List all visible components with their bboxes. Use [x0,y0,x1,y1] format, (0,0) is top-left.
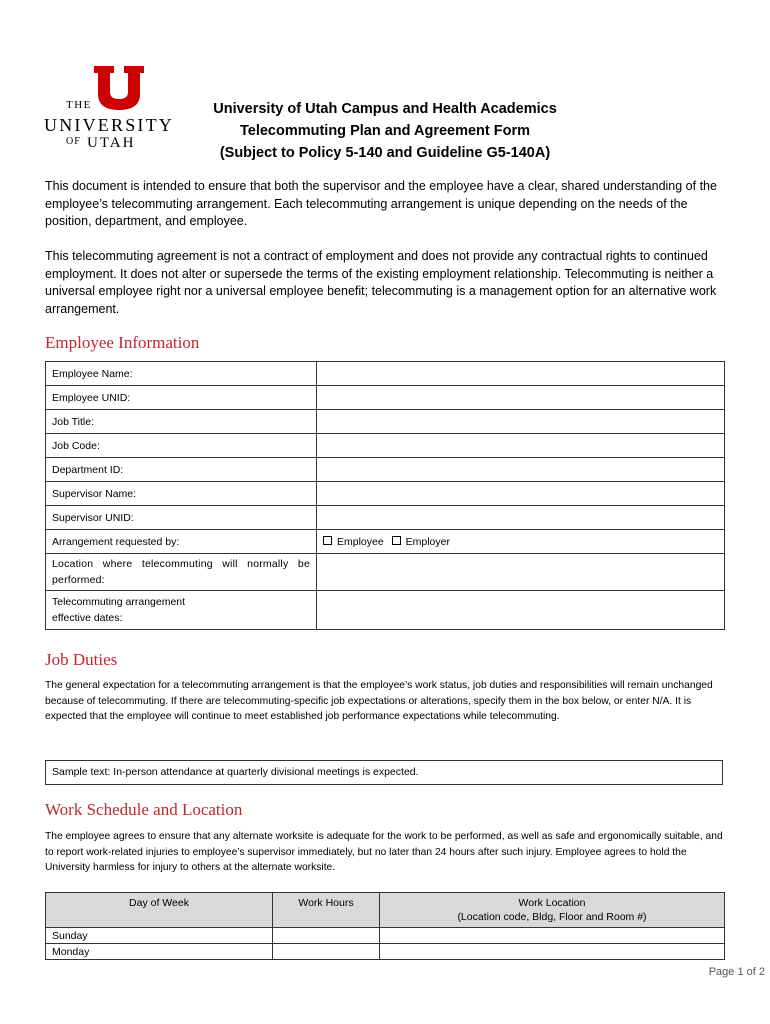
table-row [46,362,725,386]
work-schedule-heading: Work Schedule and Location [45,800,243,819]
page-number: Page 1 of 2 [708,966,765,978]
supervisor-name-field[interactable] [317,482,725,506]
effective-dates-label: Telecommuting arrangement effective dates: [46,591,317,630]
job-duties-heading: Job Duties [45,650,118,669]
hours-column-header: Work Hours [273,893,380,928]
title-line-1: University of Utah Campus and Health Academics [213,101,557,117]
location-label: Location where telecommuting will normally be performed: [46,554,317,591]
intro-paragraph-1: This document is intended to ensure that both the supervisor and the employee have a clear, shared understanding of the employee’s telecommuting arrangement. Each telecommuting arrangement is unique depending on the needs of the position, department, and employee. [45,179,717,228]
table-row [46,530,725,554]
job-title-label: Job Title: [46,410,317,434]
table-row [46,458,725,482]
table-row [46,554,725,591]
table-row [46,944,725,960]
form-title [170,98,600,164]
supervisor-unid-field[interactable] [317,506,725,530]
work-schedule-text: The employee agrees to ensure that any alternate worksite is adequate for the work to be performed, as well as safe and ergonomically suitable, and to report work-related injuries to employee’s supervisor immediately, but no later than 24 hours after such injury. Employee agrees to hold the University harmless for injury to others at the alternate worksite. [45,831,723,873]
supervisor-unid-label: Supervisor UNID: [46,506,317,530]
job-code-label: Job Code: [46,434,317,458]
intro-paragraph-2: This telecommuting agreement is not a contract of employment and does not provide any contractual rights to continued employment. It does not alter or supersede the terms of the existing employment relationship. Telecommuting is neither a universal employee right nor a universal employee benefit; telecommuting is a management option for an alternative work arrangement. [45,249,717,316]
table-row [46,506,725,530]
job-code-field[interactable] [317,434,725,458]
checkbox-icon [323,536,332,545]
table-row [46,482,725,506]
employee-unid-field[interactable] [317,386,725,410]
title-line-2: Telecommuting Plan and Agreement Form [239,123,531,139]
location-column-header [380,893,725,928]
table-row [46,591,725,630]
university-logo [44,64,174,156]
employee-name-label: Employee Name: [46,362,317,386]
location-cell[interactable] [380,928,725,944]
table-row [46,386,725,410]
location-field[interactable] [317,554,725,591]
arrangement-label: Arrangement requested by: [46,530,317,554]
logo-utah: UTAH [87,135,136,151]
employee-checkbox[interactable] [323,536,384,548]
table-row [46,410,725,434]
block-u-icon [94,66,144,110]
job-duties-text: The general expectation for a telecommuting arrangement is that the employee’s work status, job duties and responsibilities will remain unchanged because of telecommuting. If there are telecommuting-specific job expectations or alterations, specify them in the box below, or enter N/A. It is expected that the employee will continue to meet established job performance expectations while telecommuting. [45,680,713,722]
logo-of: OF [66,136,81,147]
employee-option-label: Employee [337,535,384,548]
employee-name-field[interactable] [317,362,725,386]
employee-info-heading: Employee Information [45,333,200,352]
employer-checkbox[interactable] [392,536,450,548]
location-cell[interactable] [380,944,725,960]
hours-cell[interactable] [273,928,380,944]
table-header-row [46,893,725,928]
department-id-label: Department ID: [46,458,317,482]
table-row [46,434,725,458]
day-cell: Monday [46,944,273,960]
title-line-3: (Subject to Policy 5-140 and Guideline G5-140A) [219,145,551,161]
logo-university: UNIVERSITY [44,115,174,135]
hours-cell[interactable] [273,944,380,960]
effective-dates-field[interactable] [317,591,725,630]
supervisor-name-label: Supervisor Name: [46,482,317,506]
job-duties-sample-box[interactable]: Sample text: In-person attendance at quarterly divisional meetings is expected. [45,760,723,785]
arrangement-options [317,530,725,554]
logo-the: THE [66,99,92,111]
department-id-field[interactable] [317,458,725,482]
day-column-header: Day of Week [46,893,273,928]
employee-unid-label: Employee UNID: [46,386,317,410]
table-row [46,928,725,944]
checkbox-icon [392,536,401,545]
job-title-field[interactable] [317,410,725,434]
location-column-subtitle: (Location code, Bldg, Floor and Room #) [457,911,647,923]
location-column-title: Work Location [518,897,586,909]
day-cell: Sunday [46,928,273,944]
schedule-table [45,892,725,960]
employee-info-table [45,361,725,630]
employer-option-label: Employer [405,535,450,548]
